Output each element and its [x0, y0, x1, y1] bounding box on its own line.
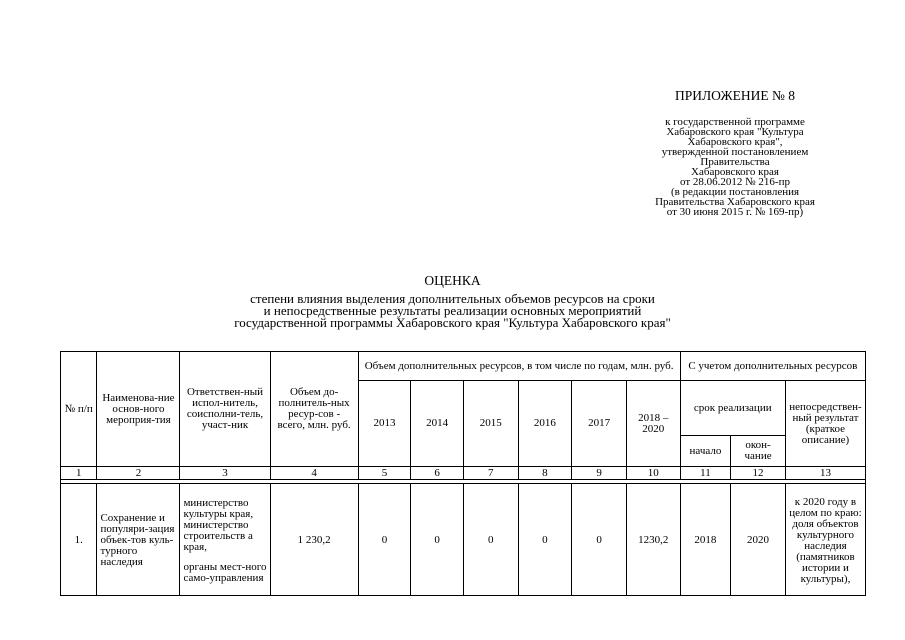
appendix-line: Хабаровского края", — [687, 136, 783, 148]
header-end: окон-чание — [731, 436, 786, 467]
column-number: 4 — [270, 467, 358, 480]
header-term: срок реализации — [680, 381, 785, 436]
column-number: 9 — [572, 467, 627, 480]
row-num: 1. — [61, 484, 97, 596]
header-year-2016: 2016 — [518, 381, 572, 467]
header-volume: Объем до-полнитель-ных ресур-сов - всего, млн. руб. — [270, 352, 358, 467]
document-subtitle — [0, 293, 905, 329]
column-number: 6 — [411, 467, 464, 480]
column-number-row — [61, 467, 866, 480]
header-name: Наименова-ние основ-ного мероприя-тия — [97, 352, 180, 467]
header-result: непосредствен-ный результат (краткое описание) — [785, 381, 865, 467]
appendix-line: Правительства Хабаровского края — [655, 196, 815, 208]
appendix-line: (в редакции постановления — [670, 186, 800, 198]
header-start: начало — [680, 436, 731, 467]
row-result: к 2020 году в целом по краю: доля объектов культурного наследия (памятников истории и культуры), — [785, 484, 865, 596]
column-number: 7 — [463, 467, 518, 480]
header-additional-group: Объем дополнительных ресурсов, в том числе по годам, млн. руб. — [358, 352, 680, 381]
row-year-2013: 0 — [358, 484, 411, 596]
row-year-2015: 0 — [463, 484, 518, 596]
header-year-2014: 2014 — [411, 381, 464, 467]
document-title: ОЦЕНКА — [424, 273, 481, 288]
row-year-2018-2020: 1230,2 — [626, 484, 680, 596]
column-number: 5 — [358, 467, 411, 480]
row-end: 2020 — [731, 484, 786, 596]
header-responsible: Ответствен-ный испол-нитель, соисполни-тель, участ-ник — [180, 352, 270, 467]
header-year-2018-2020: 2018 – 2020 — [626, 381, 680, 467]
subtitle-line: степени влияния выделения дополнительных объемов ресурсов на сроки — [250, 291, 655, 306]
appendix-block — [620, 88, 850, 217]
row-year-2016: 0 — [518, 484, 572, 596]
header-year-2013: 2013 — [358, 381, 411, 467]
subtitle-line: и непосредственные результаты реализации основных мероприятий — [263, 303, 642, 318]
column-number: 1 — [61, 467, 97, 480]
assessment-table — [60, 351, 866, 596]
subtitle-line: государственной программы Хабаровского края "Культура Хабаровского края" — [234, 315, 671, 330]
column-number: 12 — [731, 467, 786, 480]
header-year-2015: 2015 — [463, 381, 518, 467]
row-volume: 1 230,2 — [270, 484, 358, 596]
appendix-heading: ПРИЛОЖЕНИЕ № 8 — [674, 88, 796, 103]
header-num: № п/п — [61, 352, 97, 467]
header-with-additional-group: С учетом дополнительных ресурсов — [680, 352, 865, 381]
column-number: 13 — [785, 467, 865, 480]
column-number: 2 — [97, 467, 180, 480]
appendix-line: Правительства — [700, 156, 770, 168]
row-responsible — [180, 484, 270, 596]
header-year-2017: 2017 — [572, 381, 627, 467]
appendix-line: от 30 июня 2015 г. № 169-пр) — [666, 206, 804, 218]
row-start: 2018 — [680, 484, 731, 596]
column-number: 8 — [518, 467, 572, 480]
column-number: 10 — [626, 467, 680, 480]
column-number: 11 — [680, 467, 731, 480]
row-name: Сохранение и популяри-зация объек-тов куль-турного наследия — [97, 484, 180, 596]
row-year-2017: 0 — [572, 484, 627, 596]
table-row — [61, 484, 866, 596]
column-number: 3 — [180, 467, 270, 480]
row-responsible-part: органы мест-ного само-управления — [183, 560, 267, 584]
appendix-line: к государственной программе — [665, 116, 805, 128]
row-responsible-part: министерство культуры края, министерство строительств а края, — [183, 496, 254, 553]
appendix-line: Хабаровского края "Культура — [666, 126, 804, 138]
appendix-line: Хабаровского края — [691, 166, 779, 178]
row-year-2014: 0 — [411, 484, 464, 596]
appendix-line: утвержденной постановлением — [661, 146, 809, 158]
appendix-line: от 28.06.2012 № 216-пр — [680, 176, 790, 188]
